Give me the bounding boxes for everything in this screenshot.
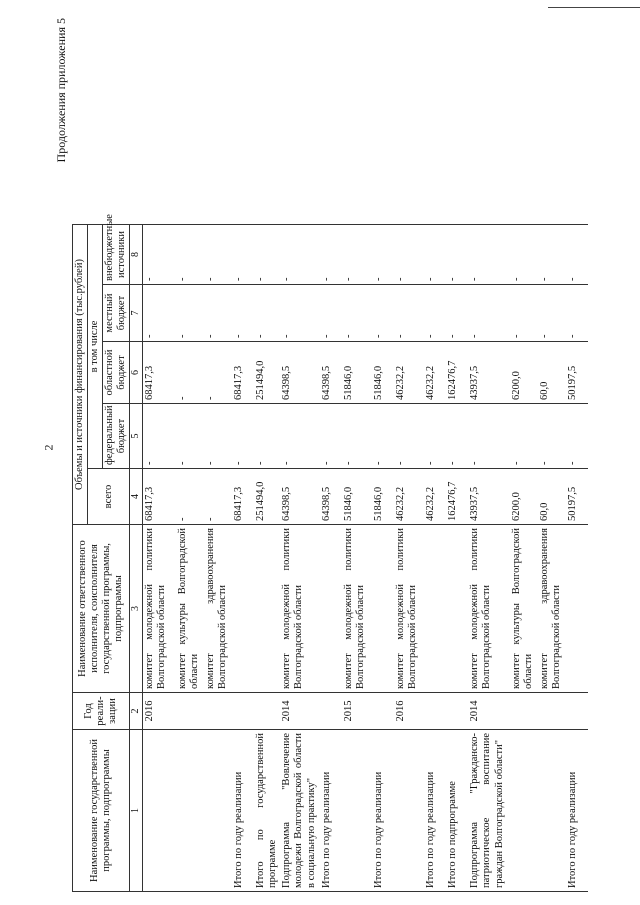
column-number: 6 xyxy=(130,342,143,404)
cell-extra: - xyxy=(320,224,342,284)
cell-federal: - xyxy=(468,404,510,469)
blank-margin-cell xyxy=(446,12,468,224)
cell-federal: - xyxy=(280,404,320,469)
cell-extra: - xyxy=(538,224,566,284)
cell-total: 51846,0 xyxy=(372,469,394,525)
table-row xyxy=(142,12,176,892)
blank-margin-cell xyxy=(468,12,510,224)
cell-federal: - xyxy=(320,404,342,469)
cell-regional: 68417,3 xyxy=(142,342,176,404)
cell-local: - xyxy=(320,285,342,342)
cell-executor xyxy=(254,525,280,693)
cell-year xyxy=(176,693,204,730)
cell-extra: - xyxy=(342,224,372,284)
cell-federal: - xyxy=(446,404,468,469)
cell-total: 46232,2 xyxy=(394,469,424,525)
cell-executor xyxy=(424,525,446,693)
cell-extra: - xyxy=(446,224,468,284)
cell-federal: - xyxy=(254,404,280,469)
cell-total: 251494,0 xyxy=(254,469,280,525)
cell-year: 2014 xyxy=(468,693,510,730)
table-row xyxy=(176,12,204,892)
cell-total: 6200,0 xyxy=(510,469,538,525)
cell-year xyxy=(320,693,342,730)
column-number: 4 xyxy=(130,469,143,525)
cell-year xyxy=(372,693,394,730)
table-row xyxy=(372,12,394,892)
blank-margin-cell xyxy=(394,12,424,224)
cell-executor: комитет культуры Волгоградской области xyxy=(176,525,204,693)
cell-extra: - xyxy=(468,224,510,284)
cell-program xyxy=(176,730,204,892)
cell-local: - xyxy=(468,285,510,342)
cell-federal: - xyxy=(204,404,232,469)
cell-executor: комитет молодежной политики Волгоградской области xyxy=(394,525,424,693)
cell-year: 2016 xyxy=(394,693,424,730)
cell-extra: - xyxy=(372,224,394,284)
cell-regional: 60,0 xyxy=(538,342,566,404)
cell-regional: 46232,2 xyxy=(424,342,446,404)
cell-regional: 50197,5 xyxy=(566,342,588,404)
cell-total: 43937,5 xyxy=(468,469,510,525)
cell-regional: 64398,5 xyxy=(320,342,342,404)
cell-total: 162476,7 xyxy=(446,469,468,525)
header-program: Наименование государственной программы, подпрограммы xyxy=(73,730,130,892)
cell-total: 50197,5 xyxy=(566,469,588,525)
cell-regional: 46232,2 xyxy=(394,342,424,404)
cell-year xyxy=(424,693,446,730)
header-regional: областной бюджет xyxy=(103,342,130,404)
cell-program: Подпрограмма "Вовлечение молодежи Волгоградской области в социальную практику" xyxy=(280,730,320,892)
blank-margin-cell xyxy=(372,12,394,224)
cell-local: - xyxy=(566,285,588,342)
cell-regional: 64398,5 xyxy=(280,342,320,404)
cell-program: Итого по подпрограмме xyxy=(446,730,468,892)
header-extra: внебюджетные источники xyxy=(103,224,130,284)
cell-executor xyxy=(566,525,588,693)
blank-margin xyxy=(73,12,143,224)
cell-year xyxy=(510,693,538,730)
cell-extra: - xyxy=(232,224,254,284)
column-number: 3 xyxy=(130,525,143,693)
cell-total: - xyxy=(176,469,204,525)
cell-program xyxy=(142,730,176,892)
blank-margin-cell xyxy=(176,12,204,224)
cell-federal: - xyxy=(510,404,538,469)
cell-program: Итого по году реализации xyxy=(320,730,342,892)
cell-year xyxy=(566,693,588,730)
cell-federal: - xyxy=(232,404,254,469)
cell-local: - xyxy=(204,285,232,342)
blank-margin-cell xyxy=(320,12,342,224)
cell-federal: - xyxy=(342,404,372,469)
cell-regional: 68417,3 xyxy=(232,342,254,404)
table-row xyxy=(394,12,424,892)
cell-year xyxy=(446,693,468,730)
table-row xyxy=(254,12,280,892)
cell-program xyxy=(538,730,566,892)
cell-regional: 51846,0 xyxy=(372,342,394,404)
cell-executor xyxy=(320,525,342,693)
cell-federal: - xyxy=(142,404,176,469)
cell-executor: комитет молодежной политики Волгоградской области xyxy=(280,525,320,693)
page-number: 2 xyxy=(41,444,56,451)
table-row xyxy=(280,12,320,892)
cell-local: - xyxy=(538,285,566,342)
funding-table xyxy=(72,12,588,892)
blank-margin-cell xyxy=(566,12,588,224)
cell-extra: - xyxy=(280,224,320,284)
cell-program: Итого по году реализации xyxy=(424,730,446,892)
cell-year: 2014 xyxy=(280,693,320,730)
blank-margin-cell xyxy=(254,12,280,224)
blank-margin-cell xyxy=(424,12,446,224)
cell-program: Итого по государственной программе xyxy=(254,730,280,892)
cell-local: - xyxy=(254,285,280,342)
cell-extra: - xyxy=(176,224,204,284)
cell-regional: 162476,7 xyxy=(446,342,468,404)
blank-margin-cell xyxy=(342,12,372,224)
table-row xyxy=(232,12,254,892)
cell-year: 2016 xyxy=(142,693,176,730)
cell-total: 60,0 xyxy=(538,469,566,525)
cell-regional: - xyxy=(204,342,232,404)
cell-federal: - xyxy=(372,404,394,469)
cell-year xyxy=(232,693,254,730)
cell-extra: - xyxy=(394,224,424,284)
cell-executor xyxy=(446,525,468,693)
header-executor: Наименование ответственного исполнителя, соисполнителя государственной программы, подпрограммы xyxy=(73,525,130,693)
column-number: 8 xyxy=(130,224,143,284)
cell-regional: 43937,5 xyxy=(468,342,510,404)
cell-local: - xyxy=(372,285,394,342)
cell-executor xyxy=(232,525,254,693)
cell-extra: - xyxy=(204,224,232,284)
blank-margin-cell xyxy=(280,12,320,224)
table-row xyxy=(538,12,566,892)
cell-federal: - xyxy=(424,404,446,469)
cell-federal: - xyxy=(566,404,588,469)
top-rule xyxy=(548,7,640,8)
cell-extra: - xyxy=(566,224,588,284)
blank-margin-cell xyxy=(538,12,566,224)
cell-executor xyxy=(372,525,394,693)
cell-program: Подпрограмма "Гражданско-патриотическое воспитание граждан Волгоградской области" xyxy=(468,730,510,892)
cell-regional: 251494,0 xyxy=(254,342,280,404)
cell-program xyxy=(204,730,232,892)
cell-executor: комитет здравоохранения Волгоградской области xyxy=(204,525,232,693)
cell-year xyxy=(204,693,232,730)
blank-margin-cell xyxy=(510,12,538,224)
column-number: 2 xyxy=(130,693,143,730)
cell-program xyxy=(394,730,424,892)
cell-year xyxy=(538,693,566,730)
cell-total: 68417,3 xyxy=(142,469,176,525)
cell-total: 64398,5 xyxy=(280,469,320,525)
cell-local: - xyxy=(394,285,424,342)
header-including: в том числе xyxy=(88,224,103,468)
cell-total: 64398,5 xyxy=(320,469,342,525)
cell-total: 51846,0 xyxy=(342,469,372,525)
cell-program: Итого по году реализации xyxy=(372,730,394,892)
cell-executor: комитет культуры Волгоградской области xyxy=(510,525,538,693)
cell-local: - xyxy=(510,285,538,342)
cell-regional: 6200,0 xyxy=(510,342,538,404)
continuation-caption: Продолжения приложения 5 xyxy=(54,18,68,163)
cell-regional: - xyxy=(176,342,204,404)
table-row xyxy=(446,12,468,892)
cell-extra: - xyxy=(510,224,538,284)
table-row xyxy=(468,12,510,892)
cell-federal: - xyxy=(538,404,566,469)
column-number: 7 xyxy=(130,285,143,342)
cell-program xyxy=(510,730,538,892)
header-total: всего xyxy=(88,469,130,525)
cell-extra: - xyxy=(142,224,176,284)
cell-local: - xyxy=(342,285,372,342)
column-number: 1 xyxy=(130,730,143,892)
cell-total: 68417,3 xyxy=(232,469,254,525)
cell-local: - xyxy=(424,285,446,342)
header-federal: федеральный бюджет xyxy=(103,404,130,469)
table-row xyxy=(424,12,446,892)
cell-extra: - xyxy=(254,224,280,284)
cell-local: - xyxy=(446,285,468,342)
cell-year xyxy=(254,693,280,730)
cell-executor: комитет молодежной политики Волгоградской области xyxy=(468,525,510,693)
cell-local: - xyxy=(232,285,254,342)
cell-executor: комитет молодежной политики Волгоградской области xyxy=(342,525,372,693)
cell-local: - xyxy=(280,285,320,342)
table-row xyxy=(566,12,588,892)
rotated-sheet xyxy=(52,12,640,892)
cell-federal: - xyxy=(394,404,424,469)
cell-total: 46232,2 xyxy=(424,469,446,525)
cell-program: Итого по году реализации xyxy=(566,730,588,892)
cell-local: - xyxy=(142,285,176,342)
cell-regional: 51846,0 xyxy=(342,342,372,404)
cell-executor: комитет молодежной политики Волгоградской области xyxy=(142,525,176,693)
header-local: местный бюджет xyxy=(103,285,130,342)
cell-year: 2015 xyxy=(342,693,372,730)
table-row xyxy=(320,12,342,892)
cell-program: Итого по году реализации xyxy=(232,730,254,892)
blank-margin-cell xyxy=(204,12,232,224)
cell-extra: - xyxy=(424,224,446,284)
cell-program xyxy=(342,730,372,892)
column-number: 5 xyxy=(130,404,143,469)
header-year: Год реали-зации xyxy=(73,693,130,730)
blank-margin-cell xyxy=(232,12,254,224)
header-funding: Объемы и источники финансирования (тыс.рублей) xyxy=(73,224,88,524)
table-row xyxy=(204,12,232,892)
cell-total: - xyxy=(204,469,232,525)
blank-margin-cell xyxy=(142,12,176,224)
cell-local: - xyxy=(176,285,204,342)
cell-federal: - xyxy=(176,404,204,469)
table-row xyxy=(342,12,372,892)
table-row xyxy=(510,12,538,892)
cell-executor: комитет здравоохранения Волгоградской области xyxy=(538,525,566,693)
